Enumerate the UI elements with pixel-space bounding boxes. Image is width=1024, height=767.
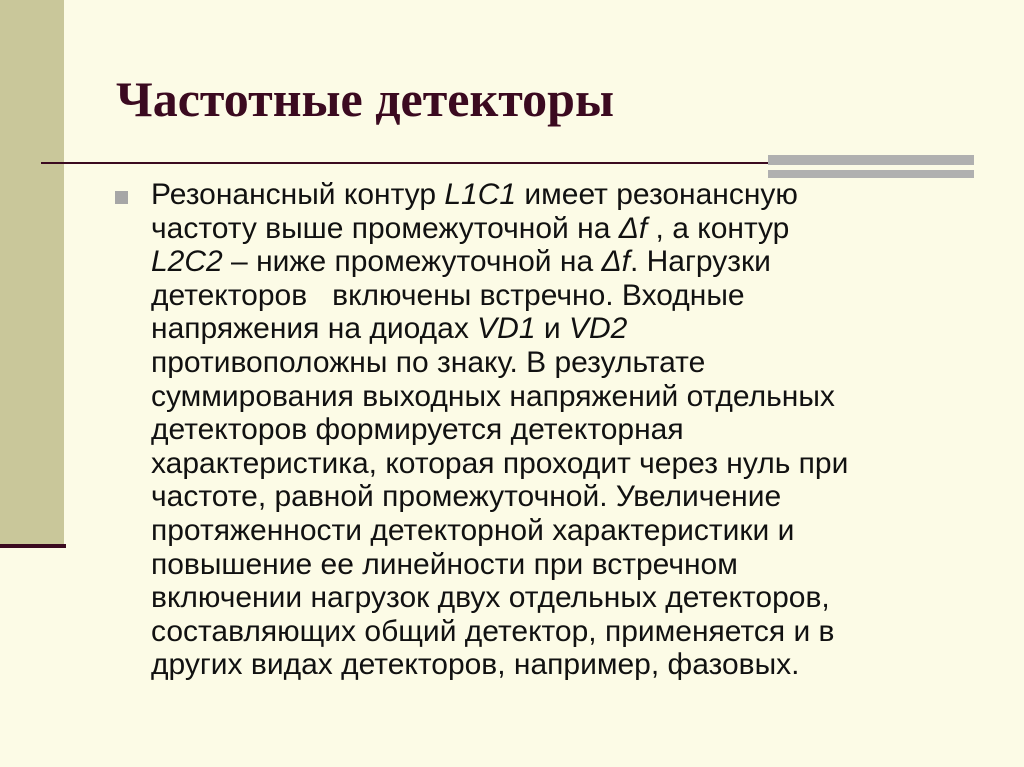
text-line: детекторов включены встречно. Входные [151, 278, 745, 312]
sidebar-divider [0, 544, 66, 548]
text-line: повышение ее линейности при встречном [151, 547, 738, 581]
text-line: характеристика, которая проходит через нуль при [151, 446, 849, 480]
slide-title: Частотные детекторы [116, 71, 615, 127]
text-line: L2C2 – ниже промежуточной на Δf. Нагрузки [151, 245, 771, 279]
bullet-square-icon [115, 191, 128, 204]
text-line: других видах детекторов, например, фазовых. [151, 648, 800, 682]
text-line: противоположны по знаку. В результате [151, 345, 706, 379]
text-line: Резонансный контур L1C1 имеет резонансную [151, 178, 798, 211]
title-accent-bar-lower [768, 170, 974, 178]
text-line: составляющих общий детектор, применяется и в [151, 614, 835, 648]
text-line: суммирования выходных напряжений отдельных [151, 379, 835, 413]
text-line: частоту выше промежуточной на Δf , а контур [151, 211, 790, 245]
text-line: напряжения на диодах VD1 и VD2 [151, 312, 628, 346]
bullet-text [151, 178, 971, 682]
text-line: протяженности детекторной характеристики и [151, 513, 795, 547]
sidebar-band [0, 0, 64, 545]
text-line: частоте, равной промежуточной. Увеличение [151, 480, 782, 514]
text-line: включении нагрузок двух отдельных детекторов, [151, 581, 830, 615]
title-accent-bar [768, 155, 974, 165]
text-line: детекторов формируется детекторная [151, 413, 684, 447]
